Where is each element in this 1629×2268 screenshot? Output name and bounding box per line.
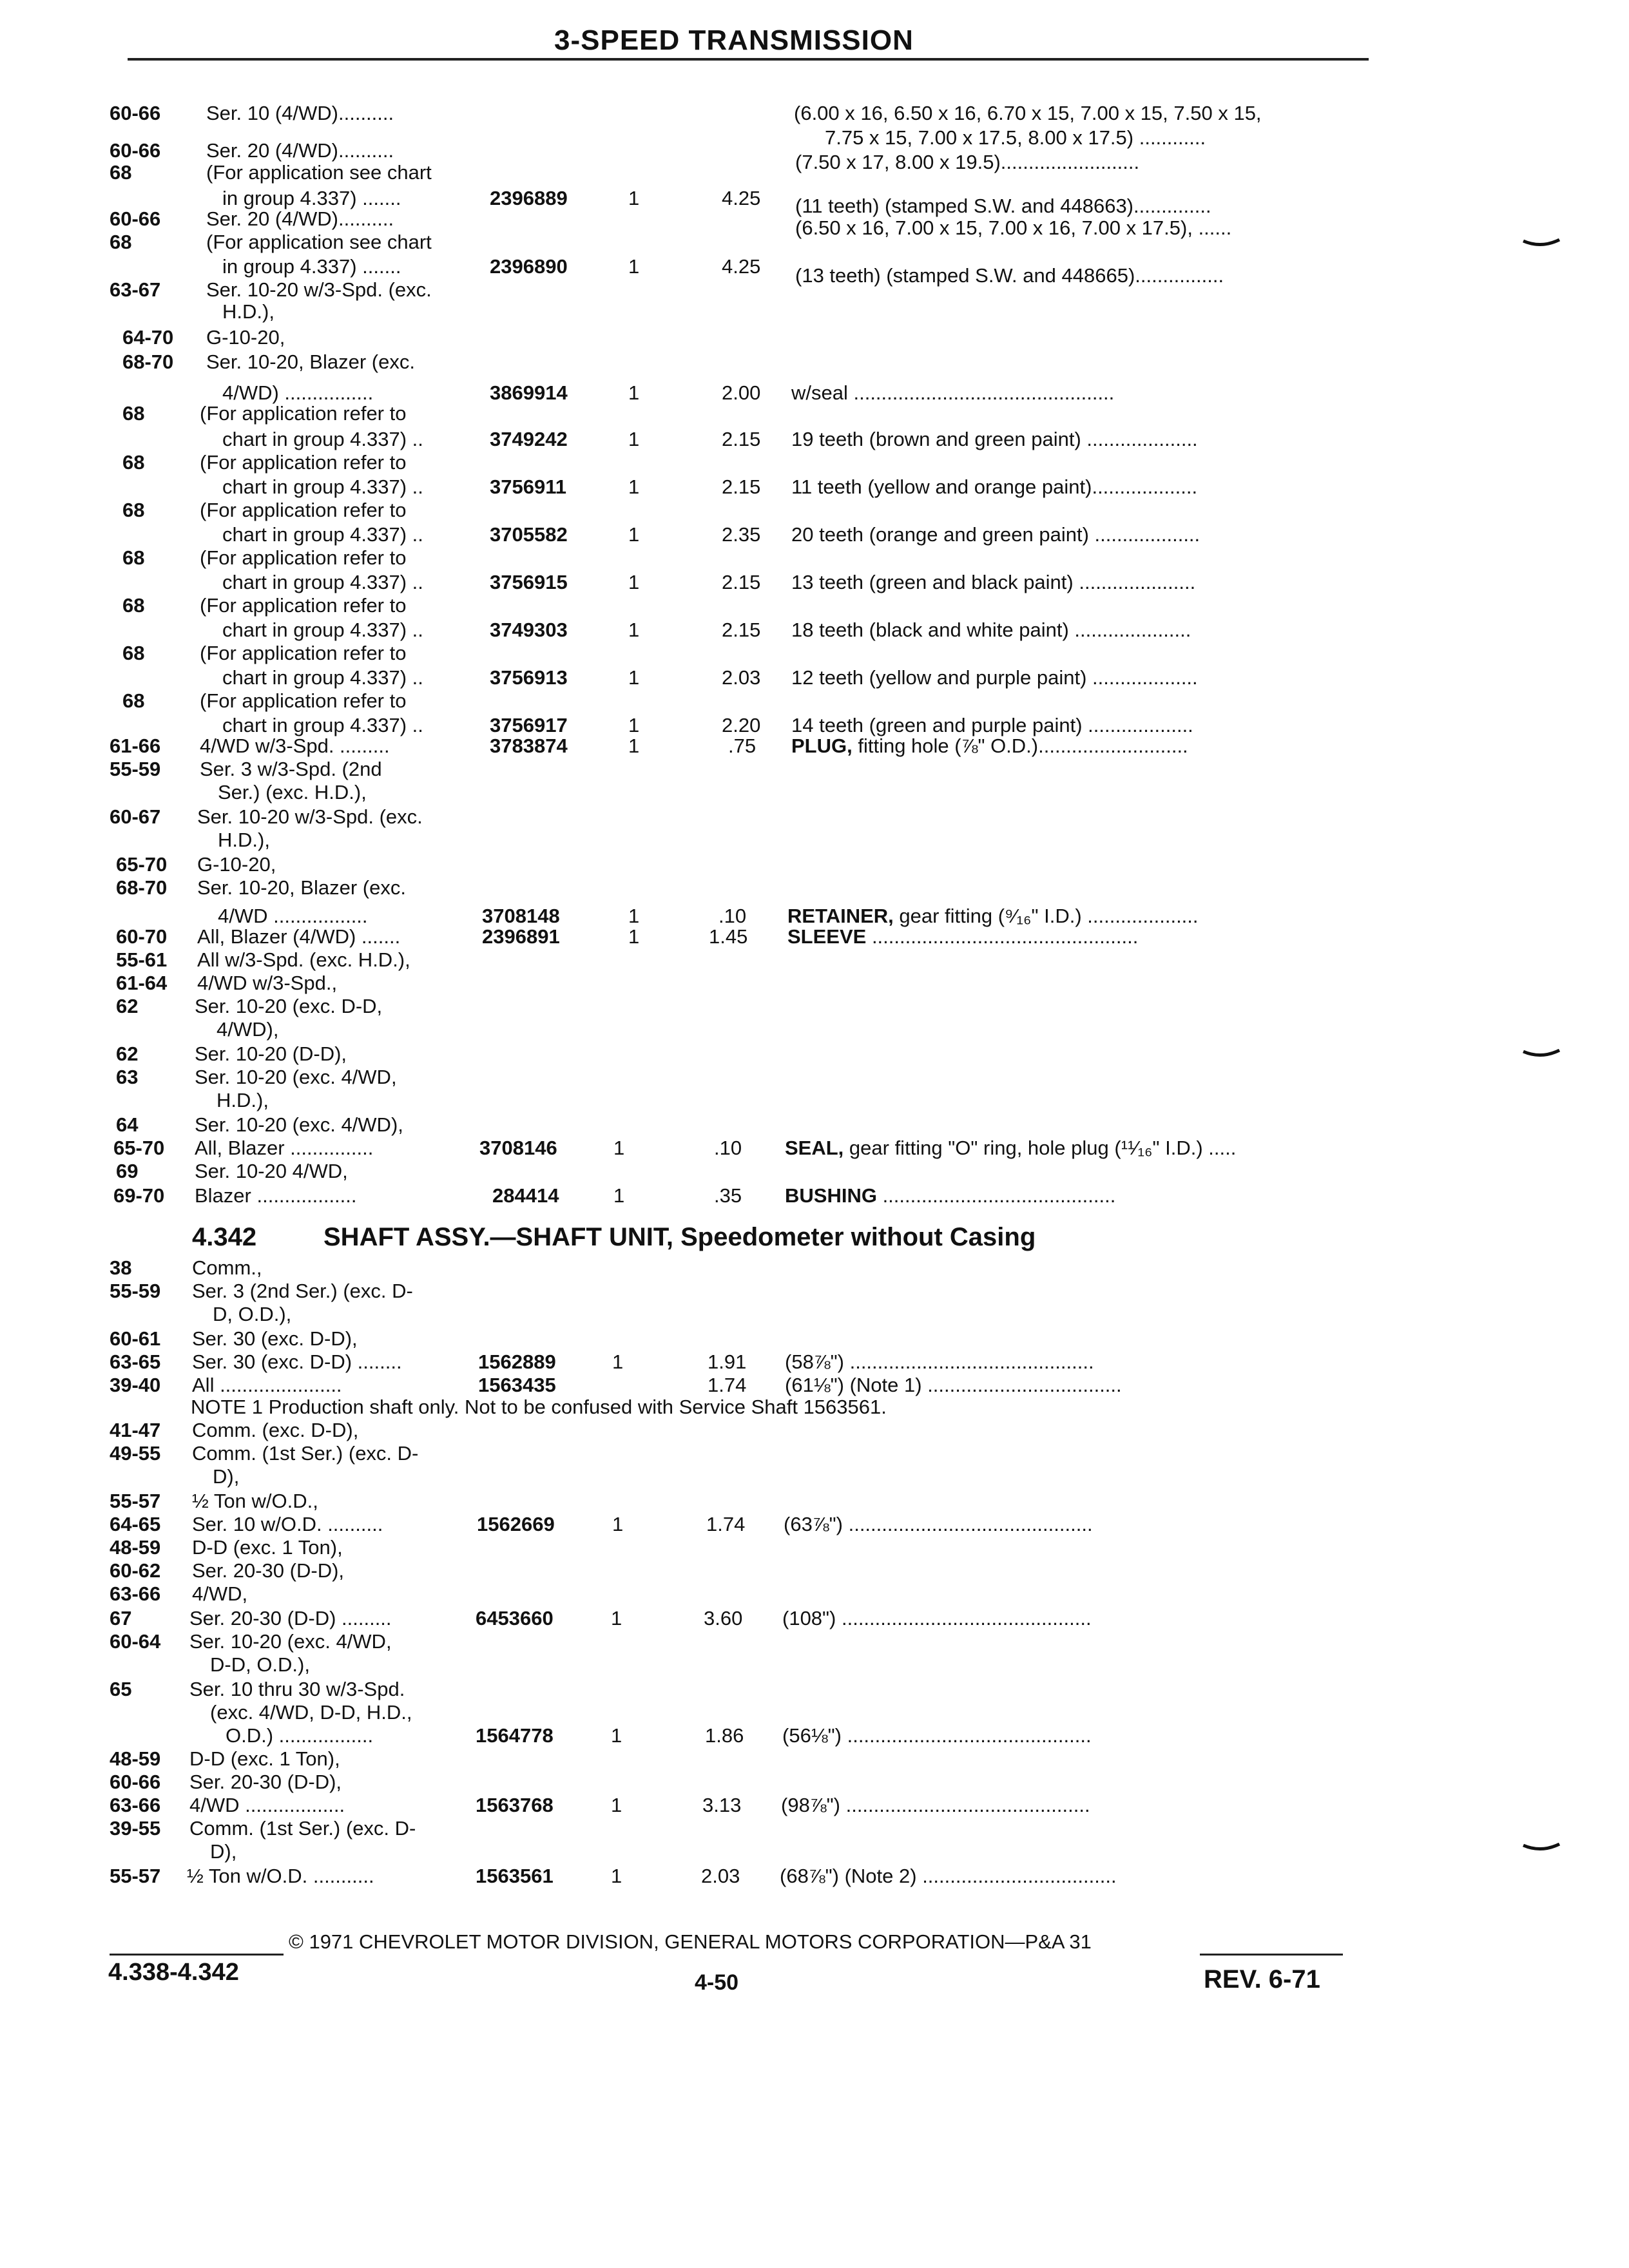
price: 2.20 — [722, 714, 761, 736]
application-cell: D-D, O.D.), — [210, 1653, 310, 1676]
quantity: 1 — [611, 1865, 622, 1887]
description-cell: (6.50 x 16, 7.00 x 15, 7.00 x 16, 7.00 x 17.5), ...... — [795, 216, 1232, 239]
year-cell: 68 — [110, 161, 132, 184]
year-cell: 60-67 — [110, 805, 161, 828]
description-cell: 13 teeth (green and black paint) ..................... — [791, 571, 1196, 593]
quantity: 1 — [628, 428, 640, 450]
quantity: 1 — [628, 735, 640, 757]
description-cell — [787, 905, 1199, 928]
application-cell: 4/WD .................. — [189, 1794, 345, 1816]
application-cell: Ser. 3 w/3-Spd. (2nd — [200, 758, 382, 780]
application-cell: (For application refer to — [200, 594, 407, 617]
year-cell: 60-66 — [110, 207, 161, 230]
application-cell: H.D.), — [222, 300, 275, 323]
year-cell: 55-59 — [110, 1280, 161, 1302]
year-cell: 68 — [122, 499, 145, 521]
application-cell: chart in group 4.337) .. — [222, 523, 423, 546]
price: .10 — [718, 905, 747, 927]
year-cell: 68 — [122, 451, 145, 474]
year-cell: 65-70 — [116, 853, 168, 876]
price: 1.91 — [708, 1350, 747, 1373]
quantity: 1 — [613, 1184, 625, 1207]
year-cell: 68-70 — [116, 876, 168, 899]
part-detail: ................................................ — [866, 925, 1139, 948]
description-cell: (11 teeth) (stamped S.W. and 448663).............. — [795, 195, 1211, 217]
year-cell: 49-55 — [110, 1442, 161, 1465]
application-cell: G-10-20, — [206, 326, 285, 349]
quantity: 1 — [628, 381, 640, 404]
price: 2.03 — [701, 1865, 740, 1887]
description-cell: 20 teeth (orange and green paint) ................... — [791, 523, 1200, 546]
part-name: RETAINER, — [787, 905, 894, 927]
application-cell: Ser. 10-20, Blazer (exc. — [197, 876, 406, 899]
price: .75 — [728, 735, 757, 757]
quantity: 1 — [611, 1607, 622, 1629]
application-cell: Comm. (1st Ser.) (exc. D- — [189, 1817, 416, 1840]
application-cell: chart in group 4.337) .. — [222, 666, 423, 689]
application-cell: All ...................... — [192, 1374, 342, 1396]
application-cell: All, Blazer ............... — [195, 1137, 374, 1159]
part-number: 3756911 — [490, 476, 566, 498]
application-cell: (For application see chart — [206, 161, 432, 184]
application-cell: ½ Ton w/O.D. ........... — [187, 1865, 374, 1887]
application-cell: Ser. 30 (exc. D-D), — [192, 1327, 358, 1350]
year-cell: 60-62 — [110, 1559, 161, 1582]
description-cell: 11 teeth (yellow and orange paint)................... — [791, 476, 1198, 498]
application-cell: D, O.D.), — [213, 1303, 292, 1325]
part-name: PLUG, — [791, 735, 853, 757]
year-cell: 64-65 — [110, 1513, 161, 1535]
year-cell: 39-40 — [110, 1374, 161, 1396]
description-cell: (108") ............................................. — [782, 1607, 1092, 1629]
application-cell: ½ Ton w/O.D., — [192, 1490, 318, 1512]
application-cell: Ser. 10-20 w/3-Spd. (exc. — [206, 278, 432, 301]
application-cell: Ser. 10-20 (exc. 4/WD), — [195, 1113, 403, 1136]
part-number: 1562889 — [478, 1350, 556, 1373]
part-detail: .......................................... — [876, 1184, 1116, 1207]
description-cell: 19 teeth (brown and green paint) .................... — [791, 428, 1198, 450]
application-cell: (For application see chart — [206, 231, 432, 253]
year-cell: 65-70 — [113, 1137, 165, 1159]
price: .10 — [714, 1137, 742, 1159]
price: 4.25 — [722, 187, 761, 209]
footer-rule — [1200, 1954, 1343, 1956]
part-number: 2396890 — [490, 255, 568, 278]
description-cell: (98⅞") ............................................ — [781, 1794, 1090, 1816]
year-cell: 68 — [122, 546, 145, 569]
application-cell: Ser. 20 (4/WD).......... — [206, 207, 394, 230]
year-cell: 55-61 — [116, 948, 168, 971]
year-cell: 64-70 — [122, 326, 174, 349]
description-cell — [785, 1137, 1236, 1160]
part-number: 2396891 — [482, 925, 560, 948]
application-cell: Ser. 10-20, Blazer (exc. — [206, 351, 415, 373]
year-cell: 38 — [110, 1256, 132, 1279]
application-cell: 4/WD w/3-Spd. ......... — [200, 735, 390, 757]
quantity: 1 — [612, 1513, 624, 1535]
application-cell: All w/3-Spd. (exc. H.D.), — [197, 948, 410, 971]
quantity: 1 — [628, 925, 640, 948]
application-cell: Comm. (exc. D-D), — [192, 1419, 359, 1441]
price: 3.13 — [702, 1794, 742, 1816]
year-cell: 63-65 — [110, 1350, 161, 1373]
quantity: 1 — [612, 1350, 624, 1373]
year-cell: 41-47 — [110, 1419, 161, 1441]
year-cell: 55-57 — [110, 1865, 161, 1887]
price: 3.60 — [704, 1607, 743, 1629]
part-number: 284414 — [492, 1184, 559, 1207]
year-cell: 64 — [116, 1113, 139, 1136]
price: 2.15 — [722, 428, 761, 450]
year-cell: 39-55 — [110, 1817, 161, 1840]
quantity: 1 — [628, 714, 640, 736]
application-cell: Ser. 10 thru 30 w/3-Spd. — [189, 1678, 405, 1700]
price: 4.25 — [722, 255, 761, 278]
year-cell: 63-66 — [110, 1582, 161, 1605]
year-cell: 65 — [110, 1678, 132, 1700]
application-cell: D-D (exc. 1 Ton), — [192, 1536, 343, 1559]
year-cell: 55-57 — [110, 1490, 161, 1512]
binding-mark-icon — [1522, 1049, 1561, 1062]
quantity: 1 — [628, 255, 640, 278]
quantity: 1 — [628, 619, 640, 641]
copyright-notice — [108, 1930, 1092, 1954]
page-number: 4-50 — [695, 1970, 739, 1995]
application-cell: D), — [210, 1840, 237, 1863]
application-cell: chart in group 4.337) .. — [222, 714, 423, 736]
application-cell: (For application refer to — [200, 546, 407, 569]
part-number: 3756917 — [490, 714, 568, 736]
year-cell: 63 — [116, 1066, 139, 1088]
price: 2.15 — [722, 476, 761, 498]
price: 1.45 — [709, 925, 748, 948]
price: 1.74 — [706, 1513, 746, 1535]
year-cell: 48-59 — [110, 1536, 161, 1559]
quantity: 1 — [611, 1724, 622, 1747]
year-cell: 68 — [122, 689, 145, 712]
application-cell: Comm. (1st Ser.) (exc. D- — [192, 1442, 419, 1465]
application-cell: Ser. 10-20 (exc. 4/WD, — [195, 1066, 397, 1088]
description-cell — [787, 925, 1138, 948]
application-cell: (For application refer to — [200, 451, 407, 474]
price: 1.74 — [708, 1374, 747, 1396]
binding-mark-icon — [1522, 1843, 1561, 1856]
part-number: 3783874 — [490, 735, 568, 757]
price: .35 — [714, 1184, 742, 1207]
part-detail: gear fitting (⁹⁄₁₆" I.D.) .................... — [893, 905, 1199, 927]
price: 2.00 — [722, 381, 761, 404]
section-number: 4.342 — [192, 1223, 257, 1251]
application-cell: Ser. 30 (exc. D-D) ........ — [192, 1350, 402, 1373]
price: 2.03 — [722, 666, 761, 689]
application-cell: Ser. 20 (4/WD).......... — [206, 139, 394, 162]
application-cell: 4/WD w/3-Spd., — [197, 972, 338, 994]
year-cell: 69-70 — [113, 1184, 165, 1207]
page-title: 3-SPEED TRANSMISSION — [554, 24, 914, 56]
description-cell: (56⅛") ............................................ — [782, 1724, 1092, 1747]
quantity: 1 — [628, 523, 640, 546]
quantity: 1 — [628, 187, 640, 209]
price: 2.35 — [722, 523, 761, 546]
application-cell: (exc. 4/WD, D-D, H.D., — [210, 1701, 412, 1724]
description-cell: (58⅞") ............................................ — [785, 1350, 1094, 1373]
part-number: 3756915 — [490, 571, 568, 593]
application-cell: Ser. 20-30 (D-D), — [189, 1771, 342, 1793]
application-cell: Ser. 20-30 (D-D) ......... — [189, 1607, 392, 1629]
application-cell: chart in group 4.337) .. — [222, 428, 423, 450]
application-cell: H.D.), — [217, 1089, 269, 1111]
year-cell: 60-61 — [110, 1327, 161, 1350]
description-cell: (68⅞") (Note 2) ................................... — [780, 1865, 1117, 1887]
section-title: SHAFT ASSY.—SHAFT UNIT, Speedometer without Casing — [323, 1223, 1036, 1251]
application-cell: D), — [213, 1465, 240, 1488]
year-cell: 68 — [122, 594, 145, 617]
part-number: 3705582 — [490, 523, 568, 546]
quantity: 1 — [628, 905, 640, 927]
description-cell: (61⅛") (Note 1) ................................... — [785, 1374, 1122, 1396]
year-cell: 48-59 — [110, 1747, 161, 1770]
description-cell: 7.75 x 15, 7.00 x 17.5, 8.00 x 17.5) ............ — [825, 126, 1206, 149]
application-cell: Comm., — [192, 1256, 262, 1279]
copyright-text: © 1971 CHEVROLET MOTOR DIVISION, GENERAL MOTORS CORPORATION—P&A 31 — [289, 1930, 1092, 1953]
part-number: 3869914 — [490, 381, 568, 404]
application-cell: Ser. 10 w/O.D. .......... — [192, 1513, 383, 1535]
year-cell: 55-59 — [110, 758, 161, 780]
binding-mark-icon — [1522, 238, 1561, 251]
description-cell — [785, 1184, 1115, 1207]
application-cell: (For application refer to — [200, 402, 407, 425]
quantity: 1 — [628, 571, 640, 593]
year-cell: 68 — [110, 231, 132, 253]
year-cell: 68-70 — [122, 351, 174, 373]
application-cell: Ser. 10-20 (D-D), — [195, 1043, 347, 1065]
description-cell: (7.50 x 17, 8.00 x 19.5)......................... — [795, 151, 1140, 173]
application-cell: chart in group 4.337) .. — [222, 476, 423, 498]
part-number: 3708146 — [479, 1137, 557, 1159]
note-text: NOTE 1 Production shaft only. Not to be confused with Service Shaft 1563561. — [191, 1396, 887, 1418]
part-number: 6453660 — [476, 1607, 554, 1629]
application-cell: Ser.) (exc. H.D.), — [218, 781, 367, 803]
description-cell: (13 teeth) (stamped S.W. and 448665)................ — [795, 264, 1224, 287]
application-cell: All, Blazer (4/WD) ....... — [197, 925, 401, 948]
application-cell: (For application refer to — [200, 642, 407, 664]
application-cell: 4/WD) ................ — [222, 381, 374, 404]
year-cell: 69 — [116, 1160, 139, 1182]
description-cell: 14 teeth (green and purple paint) ................... — [791, 714, 1193, 736]
application-cell: in group 4.337) ....... — [222, 187, 401, 209]
application-cell: Blazer .................. — [195, 1184, 357, 1207]
part-number: 3756913 — [490, 666, 568, 689]
part-number: 1563435 — [478, 1374, 556, 1396]
part-number: 1562669 — [477, 1513, 555, 1535]
year-cell: 62 — [116, 995, 139, 1017]
part-number: 3749242 — [490, 428, 568, 450]
year-cell: 67 — [110, 1607, 132, 1629]
description-cell: (6.00 x 16, 6.50 x 16, 6.70 x 15, 7.00 x 15, 7.50 x 15, — [794, 102, 1262, 124]
application-cell: H.D.), — [218, 829, 270, 851]
year-cell: 62 — [116, 1043, 139, 1065]
revision-label: REV. 6-71 — [1204, 1965, 1320, 1994]
quantity: 1 — [611, 1794, 622, 1816]
footer-rule — [110, 1954, 284, 1956]
application-cell: Ser. 3 (2nd Ser.) (exc. D- — [192, 1280, 413, 1302]
application-cell: Ser. 20-30 (D-D), — [192, 1559, 345, 1582]
section-range: 4.338-4.342 — [108, 1959, 239, 1986]
application-cell: Ser. 10-20 w/3-Spd. (exc. — [197, 805, 423, 828]
year-cell: 63-66 — [110, 1794, 161, 1816]
quantity: 1 — [628, 666, 640, 689]
price: 1.86 — [705, 1724, 744, 1747]
price: 2.15 — [722, 571, 761, 593]
application-cell: 4/WD ................. — [218, 905, 368, 927]
part-name: BUSHING — [785, 1184, 877, 1207]
description-cell: 18 teeth (black and white paint) ..................... — [791, 619, 1191, 641]
description-cell: (63⅞") ............................................ — [784, 1513, 1093, 1535]
application-cell: Ser. 10-20 4/WD, — [195, 1160, 348, 1182]
description-cell: 12 teeth (yellow and purple paint) ................... — [791, 666, 1198, 689]
year-cell: 63-67 — [110, 278, 161, 301]
year-cell: 61-66 — [110, 735, 161, 757]
part-detail: fitting hole (⅞" O.D.)........................... — [852, 735, 1188, 757]
application-cell: G-10-20, — [197, 853, 276, 876]
part-name: SLEEVE — [787, 925, 867, 948]
year-cell: 61-64 — [116, 972, 168, 994]
year-cell: 60-66 — [110, 102, 161, 124]
year-cell: 68 — [122, 642, 145, 664]
description-cell: w/seal ............................................... — [791, 381, 1115, 404]
part-number: 3708148 — [482, 905, 560, 927]
part-number: 1563768 — [476, 1794, 554, 1816]
application-cell: Ser. 10-20 (exc. D-D, — [195, 995, 383, 1017]
application-cell: Ser. 10 (4/WD).......... — [206, 102, 394, 124]
application-cell: chart in group 4.337) .. — [222, 619, 423, 641]
part-number: 1564778 — [476, 1724, 554, 1747]
application-cell: in group 4.337) ....... — [222, 255, 401, 278]
application-cell: Ser. 10-20 (exc. 4/WD, — [189, 1630, 392, 1653]
application-cell: O.D.) ................. — [226, 1724, 374, 1747]
year-cell: 68 — [122, 402, 145, 425]
part-number: 2396889 — [490, 187, 568, 209]
price: 2.15 — [722, 619, 761, 641]
part-name: SEAL, — [785, 1137, 844, 1159]
quantity: 1 — [628, 476, 640, 498]
application-cell: 4/WD, — [192, 1582, 248, 1605]
application-cell: 4/WD), — [217, 1018, 279, 1041]
header-rule — [128, 58, 1369, 61]
part-number: 3749303 — [490, 619, 568, 641]
description-cell — [791, 735, 1188, 758]
application-cell: chart in group 4.337) .. — [222, 571, 423, 593]
year-cell: 60-64 — [110, 1630, 161, 1653]
quantity: 1 — [613, 1137, 625, 1159]
application-cell: D-D (exc. 1 Ton), — [189, 1747, 340, 1770]
year-cell: 60-70 — [116, 925, 168, 948]
application-cell: (For application refer to — [200, 499, 407, 521]
part-detail: gear fitting "O" ring, hole plug (¹¹⁄₁₆" I.D.) ..... — [843, 1137, 1237, 1159]
year-cell: 60-66 — [110, 1771, 161, 1793]
application-cell: (For application refer to — [200, 689, 407, 712]
part-number: 1563561 — [476, 1865, 554, 1887]
year-cell: 60-66 — [110, 139, 161, 162]
